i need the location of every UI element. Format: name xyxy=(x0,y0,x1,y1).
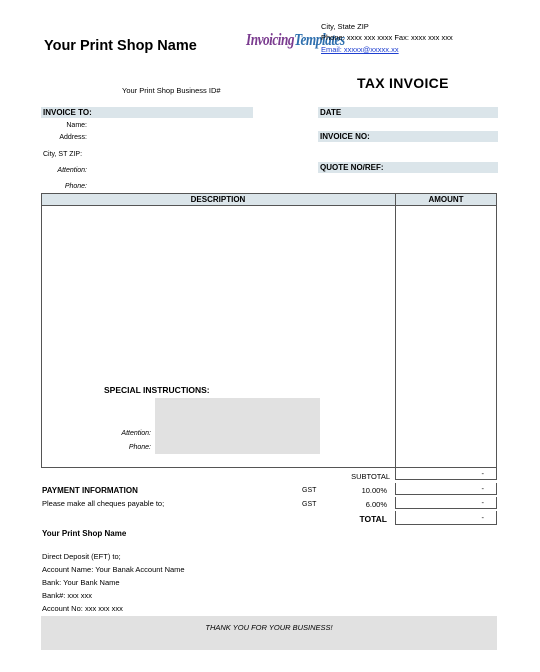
phone-fax-line: Phone: xxxx xxx xxxx Fax: xxxx xxx xxx xyxy=(321,33,453,42)
invoice-title: TAX INVOICE xyxy=(357,75,449,91)
invoice-to-bar xyxy=(41,107,253,118)
payment-line: Account Name: Your Banak Account Name xyxy=(42,565,185,574)
special-instructions-heading: SPECIAL INSTRUCTIONS: xyxy=(104,385,210,395)
invoice-no-label: INVOICE NO: xyxy=(320,132,370,141)
attention-label: Attention: xyxy=(57,167,87,174)
subtotal-value: - xyxy=(395,468,497,480)
quote-ref-bar[interactable] xyxy=(318,162,498,173)
invoice-no-bar[interactable] xyxy=(318,131,498,142)
total-value: - xyxy=(395,511,497,525)
shop-name: Your Print Shop Name xyxy=(44,38,197,54)
special-phone-label: Phone: xyxy=(128,444,151,451)
city-zip-label: City, ST ZIP: xyxy=(43,151,83,158)
thank-you-message: THANK YOU FOR YOUR BUSINESS! xyxy=(205,623,333,632)
payment-line: Bank#: xxx xxx xyxy=(42,591,93,600)
gst-value-2: - xyxy=(395,497,497,509)
payment-line: Direct Deposit (EFT) to; xyxy=(42,552,121,561)
special-attention-label: Attention: xyxy=(121,430,151,437)
payment-line: Account No: xxx xxx xxx xyxy=(42,604,123,613)
address-line: City, State ZIP xyxy=(321,22,369,31)
invoice-to-label: INVOICE TO: xyxy=(43,108,92,117)
special-instructions-box[interactable] xyxy=(155,398,320,454)
gst-rate-1: 10.00% xyxy=(361,486,387,495)
total-label: TOTAL xyxy=(359,514,387,524)
column-divider xyxy=(395,193,396,468)
subtotal-label: SUBTOTAL xyxy=(351,472,390,481)
address-label: Address: xyxy=(59,134,87,141)
description-header: DESCRIPTION xyxy=(190,195,246,204)
name-label: Name: xyxy=(66,122,87,129)
payable-to-text: Please make all cheques payable to; xyxy=(42,499,165,508)
payment-information-heading: PAYMENT INFORMATION xyxy=(42,486,138,495)
payment-shop-name: Your Print Shop Name xyxy=(42,529,127,538)
gst-rate-2: 6.00% xyxy=(365,500,387,509)
gst-label-1: GST xyxy=(302,487,317,494)
gst-value-1: - xyxy=(395,483,497,495)
date-bar[interactable] xyxy=(318,107,498,118)
business-id: Your Print Shop Business ID# xyxy=(122,86,221,95)
quote-ref-label: QUOTE NO/REF: xyxy=(320,163,384,172)
amount-header: AMOUNT xyxy=(428,195,464,204)
invoicing-templates-logo: InvoicingTemplates xyxy=(246,30,345,49)
email-link[interactable]: Email: xxxxx@xxxxx.xx xyxy=(321,45,399,54)
gst-label-2: GST xyxy=(302,501,317,508)
payment-line: Bank: Your Bank Name xyxy=(42,578,120,587)
footer-bar xyxy=(41,616,497,650)
phone-label: Phone: xyxy=(64,183,87,190)
date-label: DATE xyxy=(320,108,342,117)
